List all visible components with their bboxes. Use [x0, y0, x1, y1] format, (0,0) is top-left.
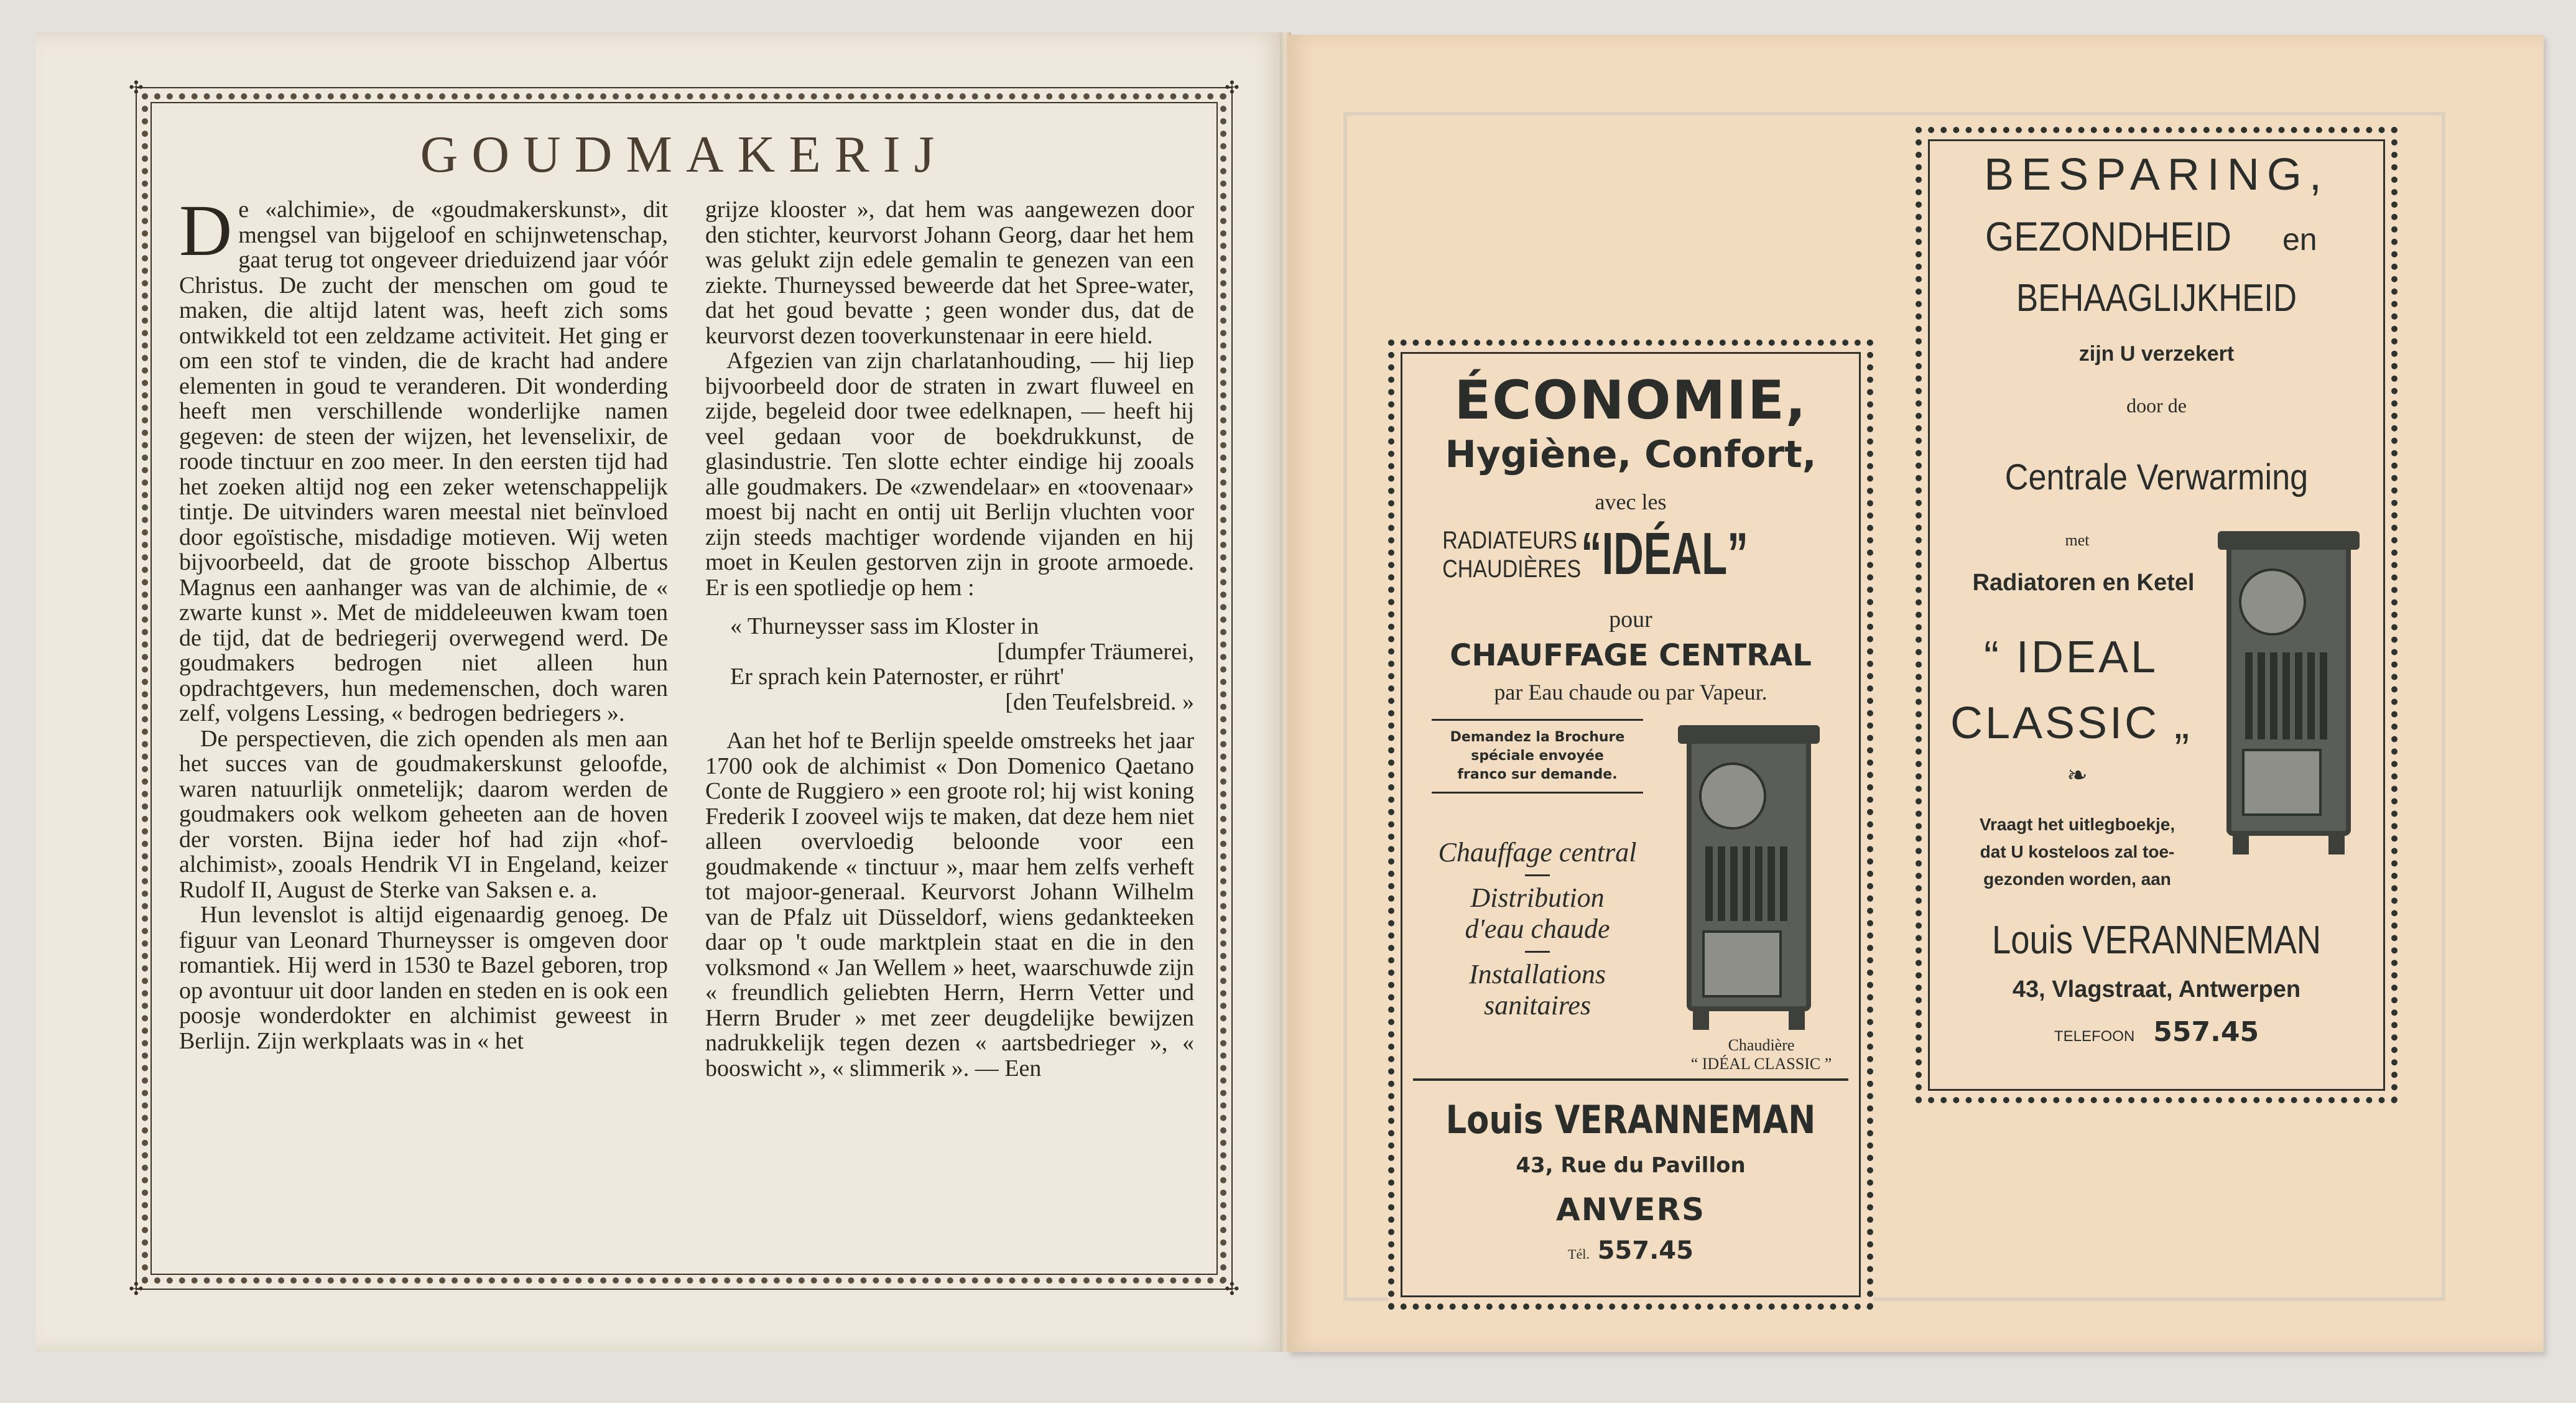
telephone: TELEFOON 557.45: [2054, 1016, 2259, 1048]
boiler-illustration: [1687, 738, 1811, 1011]
corner-ornament-icon: ✣: [129, 77, 144, 98]
verse-quote: [730, 614, 1194, 715]
paragraph: grijze klooster », dat hem was aangewezen door den stichter, keurvorst Johann Georg, daar het hem was gelukt zijn edele gemalin te genezen van een ziekte. Thurneyssed beweerde dat het Spree-water, dat het goud bevatte ; geen wonder dus, dat de keurvorst dezen tooverkunstenaar in eere hield.: [705, 197, 1194, 349]
divider: [1413, 1078, 1848, 1081]
ad-text: door de: [2126, 394, 2187, 417]
article-column-2: [705, 197, 1194, 1270]
paragraph: Hun levenslot is altijd eigenaardig genoeg. De figuur van Leonard Thurneysser is omgeven door romantiek. Hij werd in 1530 te Bazel geboren, trop op avontuur uit door landen en steden en is ook een poosje wonderdokter en alchimist geweest in Berlijn. Zijn werkplaats was in « het: [179, 902, 668, 1054]
ad-headline: GEZONDHEID: [1985, 213, 2232, 259]
ad-heading: CHAUFFAGE CENTRAL: [1450, 638, 1812, 673]
ad-headline: BEHAAGLIJKHEID: [2016, 277, 2297, 320]
verse-line: Er sprach kein Paternoster, er rührt': [730, 664, 1065, 690]
brand-name: “ IDEAL CLASSIC „: [1950, 632, 2192, 748]
article-title: GOUDMAKERIJ: [420, 126, 948, 183]
verse-line: [den Teufelsbreid. »: [1005, 688, 1194, 715]
ad-text: Radiatoren en Ketel: [1972, 570, 2195, 596]
ad-headline: BESPARING,: [1984, 150, 2329, 200]
ad-text: par Eau chaude ou par Vapeur.: [1494, 680, 1768, 705]
ad-info: Vraagt het uitlegboekje, dat U kosteloos zal toe- gezonden worden, aan: [1979, 815, 2175, 889]
advertisement-ideal-french: [1388, 340, 1873, 1310]
telephone: Tél. 557.45: [1568, 1236, 1693, 1265]
company-name: Louis VERANNEMAN: [1445, 1097, 1816, 1142]
ad-headline: ÉCONOMIE,: [1454, 369, 1807, 432]
ad-text: en: [2282, 222, 2317, 257]
brand-logo: “IDÉAL”: [1581, 521, 1748, 587]
paragraph: Aan het hof te Berlijn speelde omstreeks het jaar 1700 ook de alchimist « Don Domenico Qaetano Conte de Ruggiero » een groote rol; hij wist koning Frederik I zooveel wijs te maken, dat deze hem niet alleen overvloedig beloonde voor een goudmakende « tinctuur », maar hem zelfs verheft tot majoor-generaal. Keurvorst Johann Wilhelm van de Pfalz uit Düsseldorf, wiens gedankteeken daar op 't oude marktplein staat en die in den volksmond « Jan Wellem » heet, waarschuwde zijn « freundlich geliebten Herrn, Herrn Vetter und Herrn Bruder » met zeer deugdelijke bewijzen nadrukkelijk tegen dezen « aartsbedrieger », « booswicht », « slimmerik ». — Een: [705, 728, 1194, 1081]
illustration-caption: Chaudière “ IDÉAL CLASSIC ”: [1690, 1036, 1832, 1073]
advertisement-ideal-dutch: [1916, 127, 2398, 1103]
ad-text: met: [2065, 531, 2090, 549]
article-column-1: [179, 190, 668, 1270]
company-city: ANVERS: [1556, 1192, 1705, 1228]
paragraph: Afgezien van zijn charlatanhouding, — hij liep bijvoorbeeld door de straten in zwart fluweel en zijde, begeleid door twee edelknapen, — heeft hij veel gedaan voor de boekdrukkunst, de glasindustrie. Ten slotte echter eindige hij zooals alle goudmakers. De «zwendelaar» en «toovenaar» moest bij nacht en ontij uit Berlijn vluchten voor zijn steeds machtiger wordende vijanden en hij moet in Keulen gestorven zijn in groote armoede. Er is een spotliedje op hem :: [705, 348, 1194, 601]
ad-text: zijn U verzekert: [2078, 342, 2235, 366]
article-columns: [179, 190, 1194, 1270]
paragraph: De perspectieven, die zich openden als men aan het succes van de goudmakerskunst geloofde, waren natuurlijk onmetelijk; daarom werden de goudmakers ook welkom geheeten aan de hoven der vorsten. Bijna ieder hof had zijn «hof-alchimist», zooals Hendrik VI in Engeland, keizer Rudolf II, August de Sterke van Saksen e. a.: [179, 725, 668, 903]
ad-heading: Centrale Verwarming: [2004, 457, 2309, 498]
brochure-notice: Demandez la Brochure spéciale envoyée franco sur demande.: [1432, 719, 1643, 794]
ad-text: RADIATEURS CHAUDIÈRES: [1442, 527, 1582, 583]
paragraph: De «alchimie», de «goudmakerskunst», dit mengsel van bijgeloof en schijnwetenschap, gaat terug tot ongeveer drieduizend jaar vóór Christus. De zucht der menschen om goud te maken, die altijd latent was, heeft zich soms ontwikkeld tot een zeldzame activiteit. Het ging er om een stof te vinden, die de kracht had andere elementen in goud te veranderen. Dit wonderding heeft men verschillende wonderlijke namen gegeven: de steen der wijzen, het levenselixir, de roode tinctuur en zoo meer. In den eersten tijd had het zoeken altijd nog een zeker wetenschappelijk tintje. De uitvinders waren meestal niet beïnvloed door egoïstische, misdadige motieven. Wij weten bijvoorbeeld, dat de groote bisschop Albertus Magnus een aanhanger was van de alchimie, de « zwarte kunst ». Met de middeleeuwen kwam toen de tijd, dat de bedriegerij overwegend werd. De goudmakers bedrogen niet alleen hun opdrachtgevers, hun medemenschen, doch waren zelf, volgens Lessing, « bedrogen bedriegers ».: [179, 190, 668, 726]
ad-subheadline: Hygiène, Confort,: [1445, 433, 1817, 476]
boiler-illustration: [2226, 544, 2351, 836]
company-name: Louis VERANNEMAN: [1991, 917, 2322, 962]
company-address: 43, Vlagstraat, Antwerpen: [2012, 976, 2301, 1002]
verse-line: [dumpfer Träumerei,: [997, 638, 1194, 665]
drop-cap: D: [179, 190, 233, 271]
ad-text: avec les: [1595, 489, 1667, 514]
article-frame: [129, 77, 1239, 1299]
company-address: 43, Rue du Pavillon: [1516, 1153, 1746, 1178]
service-list: Chauffage central Distribution d'eau chaude Installations sanitaires: [1438, 837, 1637, 1021]
corner-ornament-icon: ✣: [129, 1279, 144, 1299]
corner-ornament-icon: ✣: [1225, 1279, 1239, 1299]
verse-line: « Thurneysser sass im Kloster in: [730, 613, 1039, 639]
ornament-icon: ❧: [2067, 761, 2088, 790]
ad-text: pour: [1609, 606, 1652, 632]
corner-ornament-icon: ✣: [1225, 77, 1239, 98]
